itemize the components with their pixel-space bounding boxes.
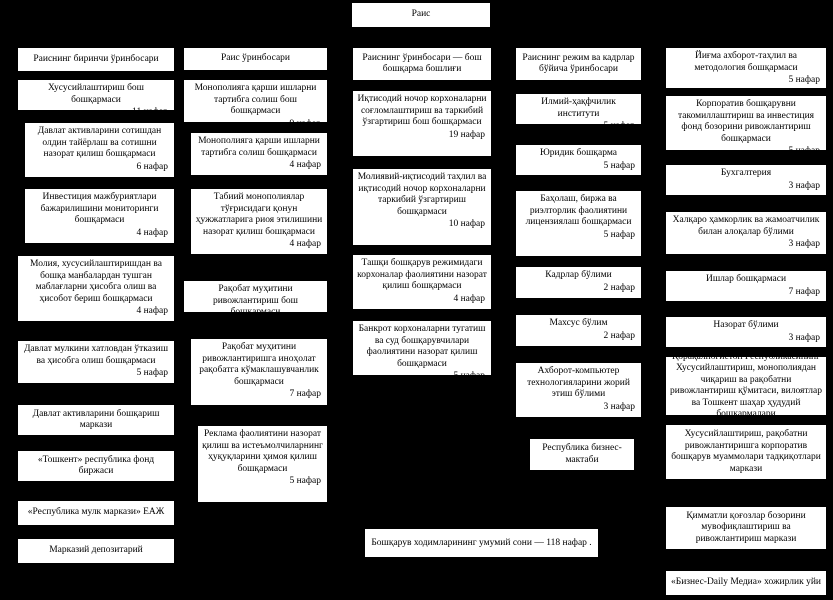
- node-count: 9 нафар: [289, 118, 321, 129]
- node-title: Хусусийлаштириш, рақобатни ривожлантиришга корпоратив бошқарув муаммолари тадқиқотлари маркази: [671, 429, 821, 474]
- node-col1-4: [17, 255, 175, 322]
- node-count: 5 нафар: [788, 75, 820, 85]
- node-count: 5 нафар: [136, 368, 168, 378]
- node-col4-1: [515, 93, 642, 131]
- node-title: Ишлар бошқармаси: [705, 274, 787, 284]
- node-count: 4 нафар: [289, 239, 321, 249]
- node-title: Республика бизнес-мактаби: [542, 443, 622, 465]
- node-col5-4: [665, 270, 827, 302]
- node-col1-3: [24, 188, 175, 244]
- node-col1-1: [17, 79, 175, 117]
- node-col5-1: [665, 95, 827, 156]
- node-col4-6: [515, 362, 642, 418]
- node-col1-8: [17, 500, 175, 526]
- node-count: 11 нафар: [132, 107, 168, 117]
- node-count: 5 нафар: [603, 121, 635, 131]
- node-title: Баҳолаш, биржа ва риэлторлик фаолиятини лицензиялаш бошқармаси: [525, 194, 632, 227]
- node-col5-0: [665, 47, 827, 89]
- node-count: 5 нафар: [603, 229, 635, 240]
- node-title: «Тошкент» республика фонд биржаси: [37, 454, 155, 476]
- node-col5-7: [665, 424, 827, 480]
- node-title: «Республика мулк маркази» ЕАЖ: [27, 507, 165, 518]
- node-title: Давлат активларини сотишдан олдин тайёрлаш ва сотишни назорат қилиш бошқармаси: [37, 126, 162, 159]
- node-count: 5 нафар: [453, 371, 485, 381]
- node-col3-2: [352, 168, 492, 246]
- node-col1-2: [24, 122, 175, 178]
- node-col1-9: [17, 538, 175, 564]
- node-col2-1: [183, 79, 328, 129]
- node-col5-8: [665, 506, 827, 550]
- node-col2-2: [190, 132, 328, 176]
- node-top-chairman: [351, 2, 491, 28]
- node-col1-head: [17, 47, 175, 72]
- node-col2-4: [183, 280, 328, 330]
- node-col5-2: [665, 164, 827, 196]
- node-title: Инвестиция мажбуриятлари бажарилишини мониторинги бошқармаси: [40, 192, 159, 225]
- node-title: «Бизнес-Daily Медиа» хожирлик уйи: [670, 577, 822, 588]
- node-title: Илмий-ҳақфчилик институти: [541, 97, 616, 119]
- node-title: Назорат бўлими: [713, 320, 779, 330]
- node-count: 5 нафар: [603, 160, 635, 171]
- node-col4-head: [515, 47, 642, 81]
- total-label: Бошқарув ходимларининг умумий сони — 118 нафар .: [371, 538, 592, 548]
- node-count: 13 нафар: [284, 319, 321, 330]
- node-title: Марказий депозитарий: [49, 545, 143, 556]
- node-col4-7: [529, 438, 635, 471]
- node-col4-4: [515, 266, 642, 299]
- node-col5-9: [665, 570, 827, 596]
- node-col2-5: [190, 338, 328, 406]
- node-count: 4 нафар: [453, 293, 485, 304]
- node-title: Ташқи бошқарув режимидаги корхоналар фаолиятини назорат қилиш бошқармаси: [357, 258, 487, 291]
- node-col2-3: [190, 188, 328, 255]
- node-title: Банкрот корхоналарни тугатиш ва суд бошқарувчилари фаолиятини назорат қилиш бошқармаси: [358, 324, 486, 369]
- node-count: 4 нафар: [136, 227, 168, 238]
- node-col3-head: [352, 47, 492, 81]
- node-col5-3: [665, 211, 827, 255]
- node-title: Табиий монополиялар тўғрисидаги қонун ҳужжатларига риоя этилишини назорат қилиш бошқармаси: [195, 192, 323, 237]
- node-col5-6: [665, 351, 827, 419]
- node-count: 5 нафар: [788, 146, 820, 156]
- node-title: Давлат мулкини хатловдан ўтказиш ва ҳисобга олиш бошқармаси: [23, 344, 169, 366]
- node-title: Монополияга қарши ишларни тартибга солиш бошқармаси: [198, 136, 320, 158]
- node-title: Рақобат муҳитини ривожлантириш бош бошқармаси: [212, 284, 299, 317]
- node-col3-1: [352, 90, 492, 157]
- node-col1-5: [17, 340, 175, 384]
- node-count: 3 нафар: [788, 332, 820, 343]
- node-title: Раис: [411, 9, 431, 20]
- node-title: Халқаро ҳамкорлик ва жамоатчилик билан алоқалар бўлими: [672, 215, 820, 237]
- node-col3-4: [352, 320, 492, 381]
- node-count: 5 нафар: [289, 476, 321, 486]
- node-title: Йиғма ахборот-таҳлил ва методология бошқармаси: [694, 51, 798, 73]
- node-title: Раиснинг ўринбосари — бош бошқарма бошлиғи: [362, 52, 482, 74]
- node-col5-5: [665, 316, 827, 348]
- node-title: Иқтисодий ночор корхоналарни соғломлаштириш ва таркибий ўзгартириш бош бошқармаси: [357, 94, 487, 127]
- node-total-staff: [364, 528, 599, 558]
- node-col4-5: [515, 314, 642, 347]
- node-title: Юридик бошқарма: [539, 148, 617, 158]
- node-col1-7: [17, 450, 175, 482]
- node-count: 7 нафар: [289, 389, 321, 399]
- node-count: 2 нафар: [603, 330, 635, 341]
- node-count: 6 нафар: [136, 161, 168, 172]
- node-title: Раиснинг режим ва кадрлар бўйича ўринбосари: [522, 52, 635, 74]
- node-count: 2 нафар: [603, 282, 635, 293]
- node-title: Корпоратив бошқарувни такомиллаштириш ва инвестиция фонд бозорини ривожлантириш бошқармаси: [677, 99, 815, 144]
- node-title: Давлат активларини бошқариш маркази: [32, 408, 160, 430]
- node-title: Рақобат муҳитини ривожлантиришга иноҳолат рақобатга кўмаклашувчанлик бошқармаси: [199, 342, 319, 387]
- node-title: Раиснинг биринчи ўринбосари: [33, 53, 159, 64]
- node-title: Реклама фаолиятини назорат қилиш ва истеъмолчиларнинг ҳуқуқларини ҳимоя қилиш бошқармаси: [202, 429, 323, 474]
- node-count: 4 нафар: [289, 160, 321, 170]
- node-title: Молия, хусусийлаштиришдан ва бошқа манбалардан тушган маблағларни ҳисобга олиш ва ҳисобот бериш бошқармаси: [30, 259, 162, 304]
- node-col2-6: [197, 425, 328, 503]
- node-col2-head: [183, 47, 328, 71]
- node-title: Қорақалпоғистон Республикасининг Хусусийлаштириш, монополиядан чиқариш ва рақобатни ривожлантириш қўмитаси, вилоятлар ва Тошкент шаҳар ҳудудий бошқармалари: [670, 351, 822, 419]
- node-title: Ахборот-компьютер технологияларини жорий этиш бўлими: [527, 366, 630, 399]
- node-count: 7 нафар: [788, 286, 820, 297]
- node-count: 19 нафар: [448, 129, 485, 140]
- node-title: Монополияга қарши ишларни тартибга солиш бош бошқармаси: [194, 83, 317, 116]
- node-col1-6: [17, 404, 175, 436]
- node-count: 3 нафар: [788, 180, 820, 191]
- node-col3-3: [352, 254, 492, 310]
- node-count: 3 нафар: [788, 239, 820, 249]
- node-title: Раис ўринбосари: [220, 53, 291, 64]
- node-title: Молиявий-иқтисодий таҳлил ва иқтисодий ночор корхоналарни таркибий ўзгартириш бошқармаси: [357, 172, 487, 217]
- node-title: Қимматли қоғозлар бозорини мувофиқлаштириш ва ривожлантириш маркази: [686, 510, 806, 544]
- node-title: Хусусийлаштириш бош бошқармаси: [48, 83, 144, 105]
- node-col4-2: [515, 144, 642, 176]
- node-count: 3 нафар: [603, 401, 635, 412]
- node-count: 10 нафар: [448, 219, 485, 229]
- node-col4-3: [515, 190, 642, 257]
- node-title: Кадрлар бўлими: [545, 270, 612, 280]
- node-title: Бухгалтерия: [720, 168, 772, 178]
- node-title: Махсус бўлим: [549, 318, 608, 328]
- node-count: 4 нафар: [136, 306, 168, 316]
